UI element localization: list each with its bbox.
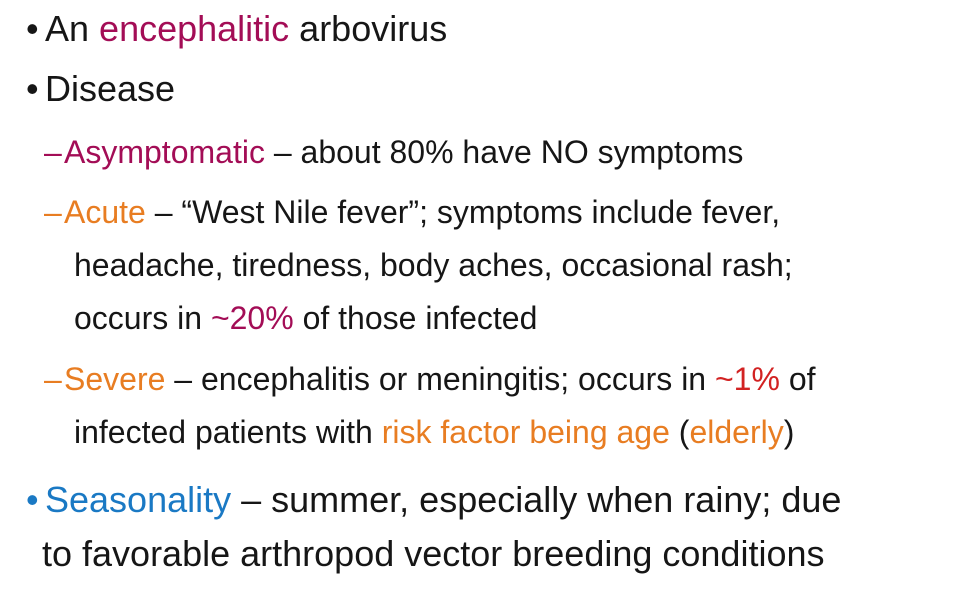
text-segment: )	[783, 414, 795, 450]
text-segment: – summer, especially when rainy; due	[231, 479, 842, 520]
text-segment: elderly	[689, 414, 784, 450]
text-segment: risk factor being age	[381, 414, 670, 450]
dash-marker: –	[44, 134, 62, 170]
text-segment: Disease	[45, 68, 176, 109]
dash-marker: –	[44, 194, 62, 230]
text-line	[45, 62, 973, 116]
text-segment: ~1%	[714, 361, 780, 397]
text-segment: headache, tiredness, body aches, occasional rash;	[74, 247, 793, 283]
sub-bullet-item-severe	[0, 353, 973, 459]
text-segment: Acute	[64, 194, 146, 230]
text-line	[64, 239, 973, 292]
text-line	[64, 186, 973, 239]
bullet-marker: •	[26, 8, 39, 49]
text-segment: – encephalitis or meningitis; occurs in	[165, 361, 715, 397]
text-segment: (	[669, 414, 690, 450]
text-segment: occurs in	[74, 300, 211, 336]
text-segment: ~20%	[210, 300, 294, 336]
text-segment: of	[779, 361, 816, 397]
text-line	[64, 126, 973, 179]
bullet-item-arbovirus	[0, 2, 973, 56]
text-line	[45, 473, 973, 527]
text-line	[42, 527, 973, 581]
text-segment: infected patients with	[74, 414, 382, 450]
text-segment: – about 80% have NO symptoms	[264, 134, 744, 170]
text-segment: encephalitic	[99, 8, 290, 49]
text-segment: Severe	[64, 361, 166, 397]
bullet-item-disease	[0, 62, 973, 116]
text-line	[64, 353, 973, 406]
text-segment: Asymptomatic	[64, 134, 265, 170]
bullet-marker: •	[26, 479, 39, 520]
text-segment: Seasonality	[45, 479, 232, 520]
text-segment: An	[45, 8, 100, 49]
text-segment: – “West Nile fever”; symptoms include fever,	[145, 194, 781, 230]
text-line	[64, 406, 973, 459]
text-segment: arbovirus	[289, 8, 448, 49]
text-line	[45, 2, 973, 56]
sub-bullet-item-acute	[0, 186, 973, 345]
bullet-marker: •	[26, 68, 39, 109]
sub-bullet-item-asymptomatic	[0, 126, 973, 179]
text-segment: to favorable arthropod vector breeding conditions	[42, 533, 825, 574]
text-segment: of those infected	[293, 300, 538, 336]
text-line	[64, 292, 973, 345]
bullet-item-seasonality	[0, 473, 973, 581]
dash-marker: –	[44, 361, 62, 397]
